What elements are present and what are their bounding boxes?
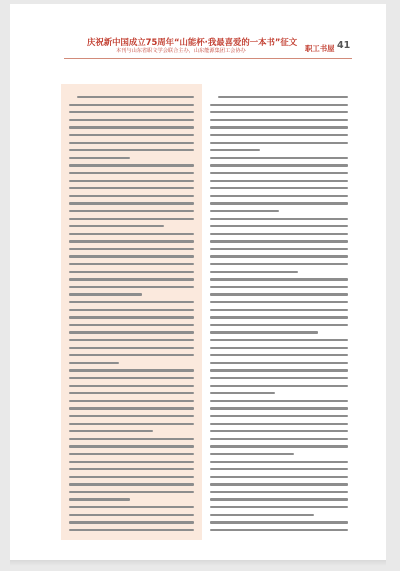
text-line: [210, 309, 348, 311]
page-shadow: [10, 560, 386, 566]
text-line: [210, 271, 298, 273]
text-line: [210, 339, 348, 341]
text-line: [210, 400, 348, 402]
text-line: [210, 164, 348, 166]
text-line: [69, 377, 194, 379]
text-line: [69, 491, 194, 493]
text-line: [69, 430, 153, 432]
text-line: [69, 324, 194, 326]
text-line: [69, 461, 194, 463]
text-line: [210, 392, 275, 394]
text-line: [210, 142, 348, 144]
text-line: [69, 392, 194, 394]
text-line: [210, 263, 348, 265]
text-line: [69, 111, 194, 113]
text-line: [69, 529, 194, 531]
text-line: [210, 248, 348, 250]
text-line: [210, 149, 260, 151]
text-line: [69, 369, 194, 371]
text-line: [210, 415, 348, 417]
text-line: [210, 438, 348, 440]
text-line: [69, 119, 194, 121]
text-line: [210, 111, 348, 113]
text-line: [210, 407, 348, 409]
text-line: [210, 255, 348, 257]
text-line: [210, 529, 348, 531]
text-line: [210, 195, 348, 197]
text-line: [218, 96, 348, 98]
text-line: [210, 126, 348, 128]
text-line: [69, 385, 194, 387]
text-line: [210, 187, 348, 189]
text-line: [69, 149, 194, 151]
text-line: [210, 468, 348, 470]
text-line: [210, 385, 348, 387]
text-line: [69, 301, 194, 303]
right-text-column: [210, 96, 348, 536]
text-line: [69, 347, 194, 349]
text-line: [69, 225, 164, 227]
text-line: [69, 438, 194, 440]
text-line: [210, 498, 348, 500]
text-line: [69, 316, 194, 318]
text-line: [69, 286, 194, 288]
text-line: [210, 324, 348, 326]
text-line: [69, 187, 194, 189]
text-line: [69, 278, 194, 280]
text-line: [69, 180, 194, 182]
section-label: 职工书屋: [305, 44, 335, 53]
text-line: [210, 491, 348, 493]
text-line: [69, 339, 194, 341]
text-line: [210, 278, 348, 280]
text-line: [69, 255, 194, 257]
text-line: [210, 362, 348, 364]
text-line: [210, 476, 348, 478]
text-line: [69, 362, 119, 364]
text-line: [69, 476, 194, 478]
text-line: [210, 218, 348, 220]
text-line: [69, 423, 194, 425]
text-line: [210, 225, 348, 227]
text-line: [69, 126, 194, 128]
text-line: [210, 430, 348, 432]
text-line: [69, 142, 194, 144]
text-line: [69, 445, 194, 447]
text-line: [69, 172, 194, 174]
text-line: [210, 210, 279, 212]
text-line: [210, 202, 348, 204]
text-line: [69, 309, 194, 311]
text-line: [69, 210, 194, 212]
text-line: [210, 286, 348, 288]
text-line: [69, 468, 194, 470]
text-line: [210, 483, 348, 485]
text-line: [69, 157, 130, 159]
text-line: [210, 134, 348, 136]
text-line: [210, 514, 314, 516]
text-line: [210, 354, 348, 356]
text-line: [69, 483, 194, 485]
text-line: [69, 498, 130, 500]
text-line: [69, 233, 194, 235]
text-line: [210, 180, 348, 182]
text-line: [69, 202, 194, 204]
text-line: [69, 354, 194, 356]
text-line: [69, 263, 194, 265]
text-line: [69, 506, 194, 508]
text-line: [69, 293, 142, 295]
text-line: [210, 157, 348, 159]
header-rule: [64, 58, 352, 59]
page-number: 41: [337, 40, 351, 51]
text-line: [69, 104, 194, 106]
text-line: [69, 134, 194, 136]
text-line: [210, 240, 348, 242]
text-line: [69, 271, 194, 273]
text-line: [210, 293, 348, 295]
left-text-column: [69, 96, 194, 536]
header-title: 庆祝新中国成立75周年“山能杯·我最喜爱的一本书”征文: [87, 37, 298, 47]
text-line: [69, 331, 194, 333]
text-line: [210, 316, 348, 318]
text-line: [210, 347, 348, 349]
text-line: [69, 248, 194, 250]
text-line: [210, 423, 348, 425]
text-line: [210, 453, 294, 455]
text-line: [210, 172, 348, 174]
text-line: [210, 119, 348, 121]
text-line: [210, 104, 348, 106]
text-line: [210, 521, 348, 523]
text-line: [69, 521, 194, 523]
text-line: [69, 400, 194, 402]
text-line: [69, 407, 194, 409]
text-line: [210, 301, 348, 303]
header-subtitle: 本刊与山东省职文学会联合主办，山东能源集团工会协办: [116, 48, 246, 54]
text-line: [210, 331, 318, 333]
text-line: [210, 369, 348, 371]
text-line: [69, 195, 194, 197]
text-line: [210, 445, 348, 447]
text-line: [69, 240, 194, 242]
text-line: [210, 461, 348, 463]
text-line: [210, 233, 348, 235]
text-line: [69, 164, 194, 166]
text-line: [210, 377, 348, 379]
text-line: [210, 506, 348, 508]
text-line: [69, 415, 194, 417]
text-line: [69, 218, 194, 220]
text-line: [69, 453, 194, 455]
text-line: [77, 96, 195, 98]
text-line: [69, 514, 194, 516]
